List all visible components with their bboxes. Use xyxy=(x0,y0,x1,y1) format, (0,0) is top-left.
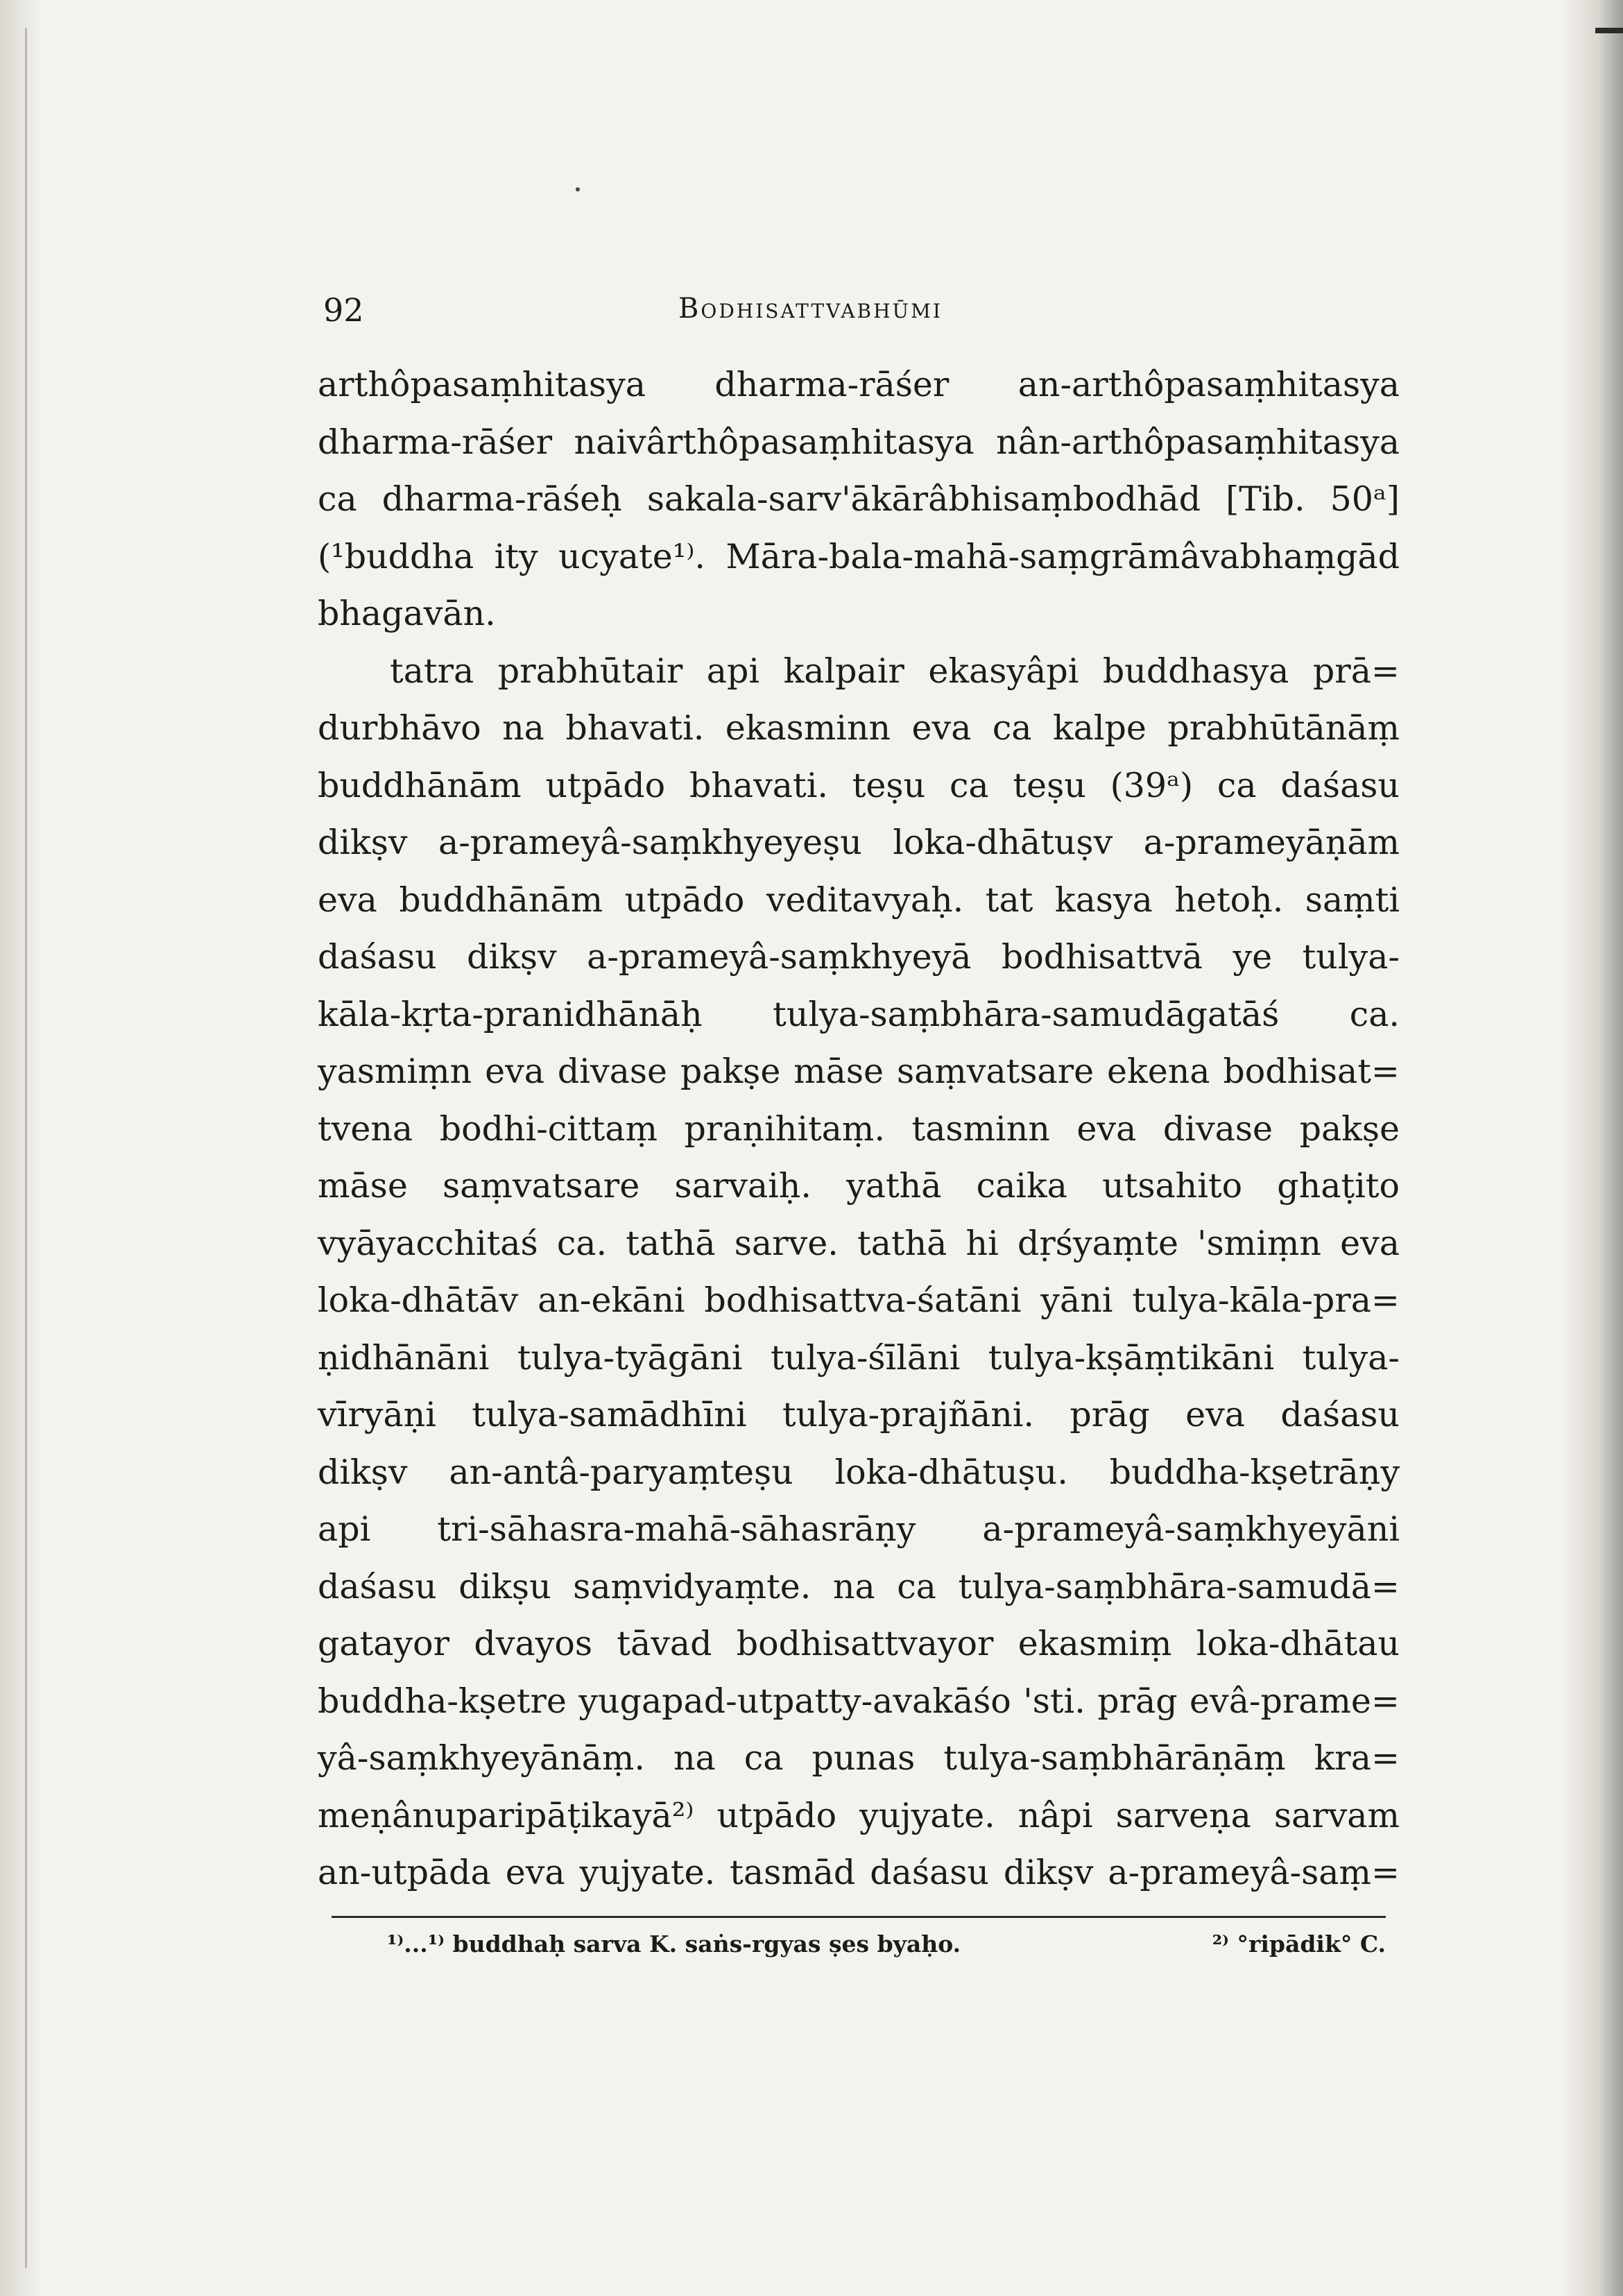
text-line: vyāyacchitaś ca. tathā sarve. tathā hi dṛśyaṃte 'smiṃn eva xyxy=(318,1223,1400,1263)
text-line: meṇânuparipāṭikayā²⁾ utpādo yujyate. nâpi sarveṇa sarvam xyxy=(318,1795,1400,1835)
scan-edge-left xyxy=(0,0,43,2296)
text-line: māse saṃvatsare sarvaiḥ. yathā caika utsahito ghaṭito xyxy=(318,1166,1400,1206)
text-line: yâ-saṃkhyeyānāṃ. na ca punas tulya-saṃbhārāṇāṃ kra= xyxy=(318,1738,1400,1778)
text-line: kāla-kṛta-pranidhānāḥ tulya-saṃbhāra-samudāgatāś ca. xyxy=(318,994,1400,1034)
text-line: ṇidhānāni tulya-tyāgāni tulya-śīlāni tulya-kṣāṃtikāni tulya- xyxy=(318,1337,1400,1378)
text-line: ca dharma-rāśeḥ sakala-sarv'ākārâbhisaṃbodhād [Tib. 50ᵃ] xyxy=(318,479,1400,519)
text-line: daśasu dikṣu saṃvidyaṃte. na ca tulya-saṃbhāra-samudā= xyxy=(318,1566,1400,1607)
footnote-1: ¹⁾...¹⁾ buddhaḥ sarva K. saṅs-rgyas ṣes byaḥo. xyxy=(387,1930,961,1957)
text-line: yasmiṃn eva divase pakṣe māse saṃvatsare ekena bodhisat= xyxy=(318,1052,1400,1091)
paragraph-2 xyxy=(318,643,1400,1902)
text-line: dharma-rāśer naivârthôpasaṃhitasya nân-arthôpasaṃhitasya xyxy=(318,422,1400,462)
text-line: eva buddhānām utpādo veditavyaḥ. tat kasya hetoḥ. saṃti xyxy=(318,880,1400,920)
text-line: dikṣv a-prameyâ-saṃkhyeyeṣu loka-dhātuṣv a-prameyāṇām xyxy=(318,823,1400,862)
scan-shadow-line xyxy=(25,28,27,2268)
running-head xyxy=(318,277,1400,333)
paragraph-1 xyxy=(318,357,1400,643)
book-page xyxy=(318,277,1400,1973)
stray-dot xyxy=(576,187,580,191)
scan-edge-right xyxy=(1561,0,1623,2296)
footnote-2: ²⁾ °ripādik° C. xyxy=(1212,1930,1386,1957)
text-line: gatayor dvayos tāvad bodhisattvayor ekasmiṃ loka-dhātau xyxy=(318,1624,1400,1663)
corner-mark xyxy=(1595,28,1623,33)
text-line: (¹buddha ity ucyate¹⁾. Māra-bala-mahā-saṃgrāmâvabhaṃgād xyxy=(318,536,1400,576)
text-line: daśasu dikṣv a-prameyâ-saṃkhyeyā bodhisattvā ye tulya- xyxy=(318,937,1400,977)
text-line: api tri-sāhasra-mahā-sāhasrāṇy a-prameyâ-saṃkhyeyāni xyxy=(318,1509,1400,1549)
text-body xyxy=(318,357,1400,1902)
text-line: vīryāṇi tulya-samādhīni tulya-prajñāni. prāg eva daśasu xyxy=(318,1395,1400,1434)
text-line: loka-dhātāv an-ekāni bodhisattva-śatāni yāni tulya-kāla-pra= xyxy=(318,1280,1400,1320)
text-line: arthôpasaṃhitasya dharma-rāśer an-arthôpasaṃhitasya xyxy=(318,365,1400,404)
text-line: buddhānām utpādo bhavati. teṣu ca teṣu (39ᵃ) ca daśasu xyxy=(318,765,1400,805)
text-line: tatra prabhūtair api kalpair ekasyâpi buddhasya prā= xyxy=(390,651,1400,691)
page-number: 92 xyxy=(323,291,364,329)
footnotes xyxy=(318,1918,1400,1973)
text-line: buddha-kṣetre yugapad-utpatty-avakāśo 'sti. prāg evâ-prame= xyxy=(318,1681,1400,1721)
text-line: durbhāvo na bhavati. ekasminn eva ca kalpe prabhūtānāṃ xyxy=(318,708,1400,748)
page-title: Bodhisattvabhūmi xyxy=(678,293,943,325)
text-line: an-utpāda eva yujyate. tasmād daśasu dikṣv a-prameyâ-saṃ= xyxy=(318,1853,1400,1892)
text-line: tvena bodhi-cittaṃ praṇihitaṃ. tasminn eva divase pakṣe xyxy=(318,1108,1400,1149)
text-line: dikṣv an-antâ-paryaṃteṣu loka-dhātuṣu. buddha-kṣetrāṇy xyxy=(318,1452,1400,1492)
text-line: bhagavān. xyxy=(318,594,496,633)
